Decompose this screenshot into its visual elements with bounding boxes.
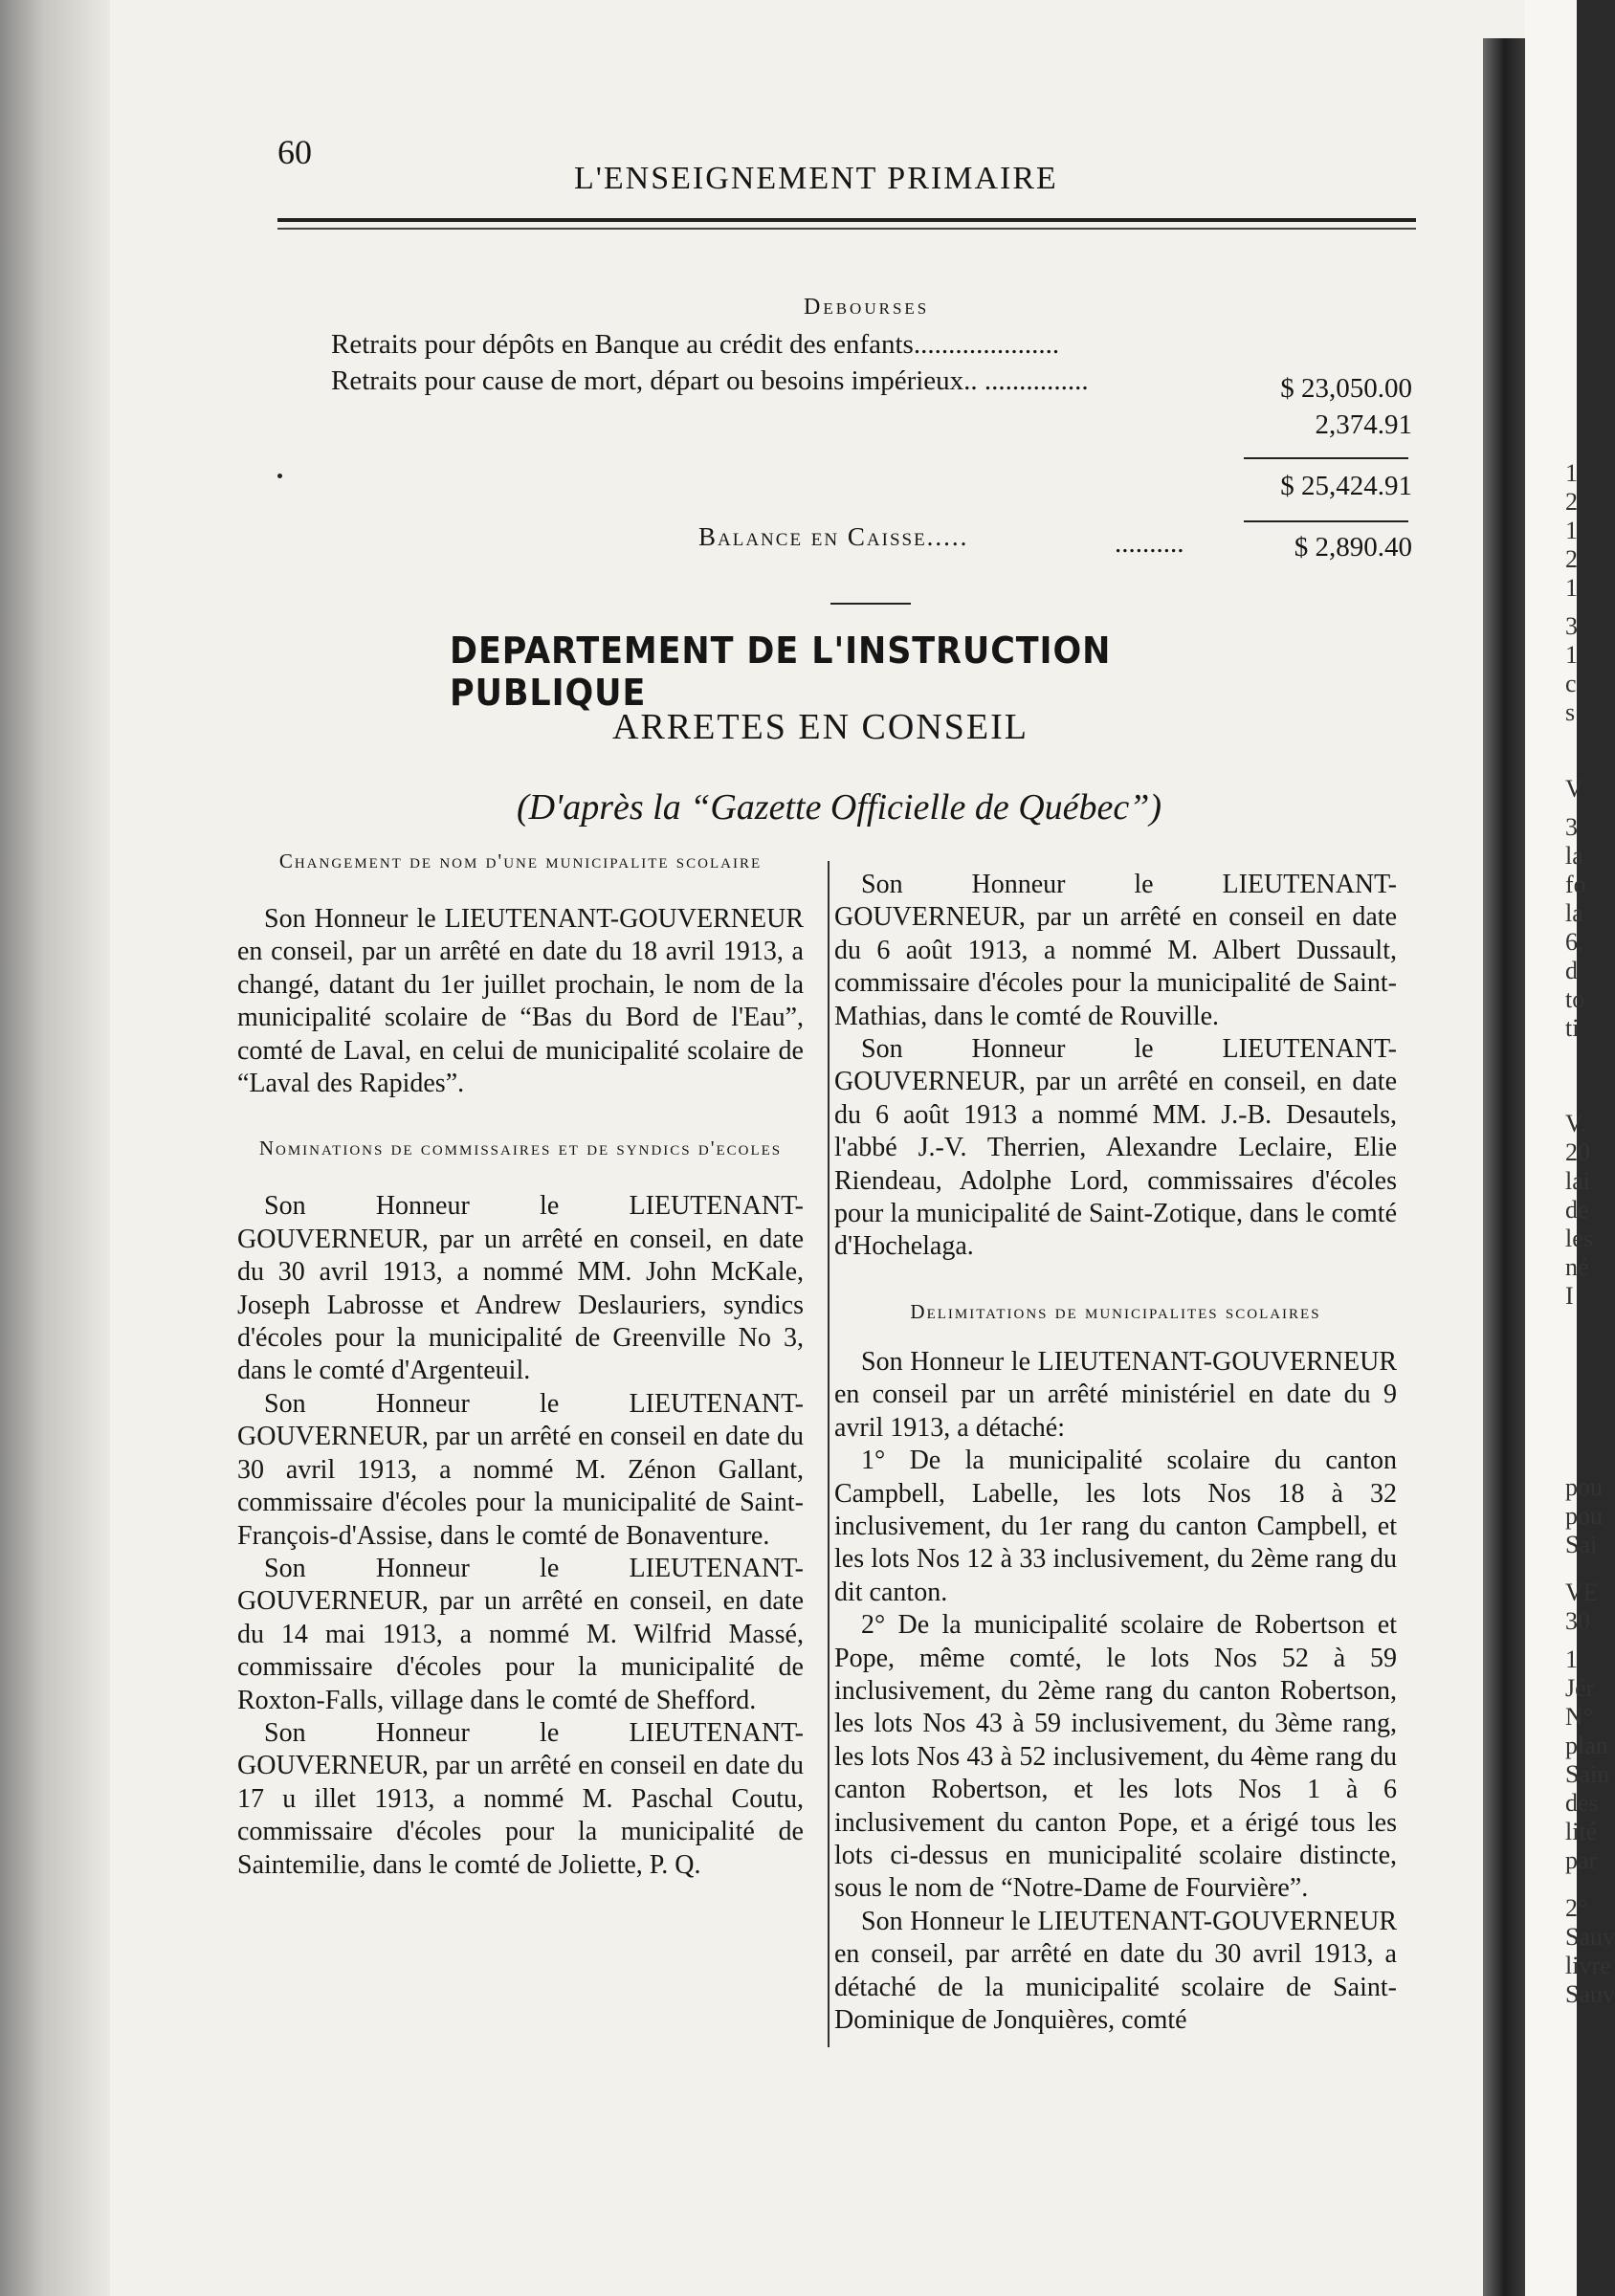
next-page-fragment: 2 [1565, 488, 1578, 516]
next-page-fragment: 1 [1565, 1645, 1578, 1673]
section-subtitle: ARRETES EN CONSEIL [612, 707, 1029, 747]
stray-mark [277, 474, 282, 478]
paragraph: 1° De la municipalité scolaire du canton Campbell, Labelle, les lots Nos 18 à 32 inclusivement, du 1er rang du canton Campbell, et les lots Nos 12 à 33 inclusivement, du 2ème rang du dit canton. [834, 1446, 1397, 1607]
left-column [237, 848, 804, 1882]
next-page-fragment: lité [1565, 1818, 1598, 1845]
next-page-fragment: VE [1565, 1578, 1599, 1606]
right-column [834, 869, 1397, 2037]
next-page-fragment: lai [1565, 1167, 1590, 1195]
next-page-fragment: livre [1565, 1952, 1611, 1979]
next-page-fragment: né [1565, 1253, 1589, 1281]
next-page-fragment: to [1565, 985, 1585, 1013]
next-page-fragment: 2 [1565, 545, 1578, 573]
next-page-fragment: la [1565, 842, 1583, 870]
next-page-fragment: pou [1565, 1473, 1603, 1501]
paragraph: Son Honneur le LIEUTENANT-GOUVERNEUR, par un arrêté en conseil en date du 6 août 1913, a nommé M. Albert Dussault, commissaire d'écoles pour la municipalité de Saint-Mathias, dans le comté de Rouville. [834, 870, 1397, 1031]
paragraph: Son Honneur le LIEUTENANT-GOUVERNEUR en conseil, par arrêté en date du 30 avril 1913, a détaché de la municipalité scolaire de Saint-Dominique de Jonquières, comté [834, 1906, 1397, 2035]
next-page-fragment: 2° [1565, 1894, 1588, 1922]
section-divider [830, 603, 911, 605]
running-title: L'ENSEIGNEMENT PRIMAIRE [574, 161, 1058, 196]
next-page-fragment: 1 [1565, 459, 1578, 487]
next-page-fragment: plan [1565, 1732, 1608, 1759]
next-page-fragment: Sauv [1565, 1923, 1615, 1951]
next-page-fragment: N° [1565, 1703, 1594, 1731]
page-number: 60 [277, 133, 312, 171]
balance-dots: .......... [1115, 528, 1184, 559]
debourses-row-amount: 2,374.91 [1315, 409, 1412, 440]
next-page-edge [1525, 0, 1615, 2296]
next-page-fragment: 20 [1565, 1138, 1590, 1166]
next-page-fragment: Sauv [1565, 1980, 1615, 2008]
next-page-fragment: c [1565, 670, 1577, 697]
next-page-fragment: de [1565, 1196, 1589, 1224]
debourses-row-label: Retraits pour cause de mort, départ ou besoins impérieux.. ............... [331, 365, 1089, 396]
balance-label: Balance en Caisse..... [698, 522, 969, 551]
next-page-fragment: I [1565, 1282, 1574, 1310]
next-page-fragment: fo [1565, 871, 1586, 898]
paragraph: Son Honneur le LIEUTENANT-GOUVERNEUR, par un arrêté en conseil, en date du 30 avril 1913, a nommé MM. John McKale, Joseph Labrosse et Andrew Deslauriers, syndics d'écoles pour la municipalité de Greenville No 3, dans le comté d'Argenteuil. [237, 1191, 804, 1386]
header-rule [277, 218, 1416, 222]
debourses-row-amount: $ 23,050.00 [1280, 373, 1412, 404]
next-page-fragment: pou [1565, 1502, 1603, 1530]
section-heading: Delimitations de municipalites scolaires [910, 1299, 1321, 1323]
next-page-fragment: les [1565, 1225, 1593, 1252]
paragraph: Son Honneur le LIEUTENANT-GOUVERNEUR en conseil par un arrêté ministériel en date du 9 avril 1913, a détaché: [834, 1346, 1397, 1443]
page-binding-shadow [0, 0, 110, 2296]
next-page-fragment: ti [1565, 1014, 1580, 1042]
next-page-fragment: 1 [1565, 574, 1578, 602]
sum-rule [1244, 457, 1408, 459]
next-page-fragment: Jér [1565, 1674, 1595, 1702]
column-divider [828, 861, 830, 2047]
next-page-fragment: 1 [1565, 517, 1578, 544]
debourses-row-label: Retraits pour dépôts en Banque au crédit des enfants..................... [331, 329, 1060, 360]
paragraph: Son Honneur le LIEUTENANT-GOUVERNEUR, par un arrêté en conseil en date du 30 avril 1913, a nommé M. Zénon Gallant, commissaire d'écoles pour la municipalité de Saint-François-d'Assise, dans le comté de Bonaventure. [237, 1388, 804, 1551]
section-heading: Nominations de commissaires et de syndics d'ecoles [258, 1137, 783, 1160]
next-page-fragment: d [1565, 957, 1578, 984]
debourses-title: Debourses [804, 295, 930, 320]
debourses-total: $ 25,424.91 [1280, 471, 1412, 501]
paragraph: 2° De la municipalité scolaire de Robertson et Pope, même comté, le lots Nos 52 à 59 inclusivement, du 2ème rang du canton Robertson, les lots Nos 43 à 59 inclusivement, du 3ème rang, les lots Nos 43 à 52 inclusivement, du 4ème rang du canton Robertson, et les lots Nos 1 à 6 inclusivement du canton Pope, et a érigé tous les lots ci-dessus en municipalité scolaire distincte, sous le nom de “Notre-Dame de Fourvière”. [834, 1610, 1397, 1904]
next-page-fragment: 3 [1565, 813, 1578, 841]
next-page-fragment: la [1565, 899, 1583, 927]
next-page-fragment: V [1565, 775, 1583, 803]
next-page-fragment: s [1565, 698, 1576, 726]
next-page-fragment: Sain [1565, 1760, 1610, 1788]
page-header [277, 122, 1426, 196]
sum-rule [1244, 520, 1408, 522]
next-page-fragment: 3 [1565, 612, 1578, 640]
paragraph: Son Honneur le LIEUTENANT-GOUVERNEUR, par un arrêté en conseil, en date du 14 mai 1913, a nommé M. Wilfrid Massé, commissaire d'écoles pour la municipalité de Roxton-Falls, village dans le comté de Shefford. [237, 1553, 804, 1715]
next-page-fragment: Sai [1565, 1531, 1598, 1558]
next-page-fragment: V. [1565, 1110, 1586, 1137]
book-gutter [1483, 38, 1525, 2296]
next-page-fragment: des [1565, 1789, 1599, 1817]
next-page-fragment: par [1565, 1846, 1598, 1874]
next-page-fragment: 1 [1565, 641, 1578, 669]
header-rule-thin [277, 228, 1416, 230]
balance-amount: $ 2,890.40 [1294, 532, 1412, 563]
section-heading: Changement de nom d'une municipalite scolaire [278, 850, 763, 872]
department-title: DEPARTEMENT DE L'INSTRUCTION PUBLIQUE [450, 629, 1112, 714]
source-note: (D'après la “Gazette Officielle de Québec”) [517, 787, 1162, 828]
next-page-fragment: 6. [1565, 928, 1584, 956]
paragraph: Son Honneur le LIEUTENANT-GOUVERNEUR, par un arrêté en conseil, en date du 6 août 1913 a nommé MM. J.-B. Desautels, l'abbé J.-V. Therrien, Alexandre Leclaire, Elie Riendeau, Adolphe Lord, commissaires d'écoles pour la municipalité de Saint-Zotique, dans le comté d'Hochelaga. [834, 1034, 1397, 1262]
paragraph: Son Honneur le LIEUTENANT-GOUVERNEUR, par un arrêté en conseil en date du 17 u illet 1913, a nommé M. Paschal Coutu, commissaire d'écoles pour la municipalité de Saintemilie, dans le comté de Joliette, P. Q. [237, 1717, 804, 1880]
paragraph: Son Honneur le LIEUTENANT-GOUVERNEUR en conseil, par un arrêté en date du 18 avril 1913, a changé, datant du 1er juillet prochain, le nom de la municipalité scolaire de “Bas du Bord de l'Eau”, comté de Laval, en celui de municipalité scolaire de “Laval des Rapides”. [237, 904, 804, 1099]
next-page-fragment: 30 [1565, 1607, 1590, 1635]
